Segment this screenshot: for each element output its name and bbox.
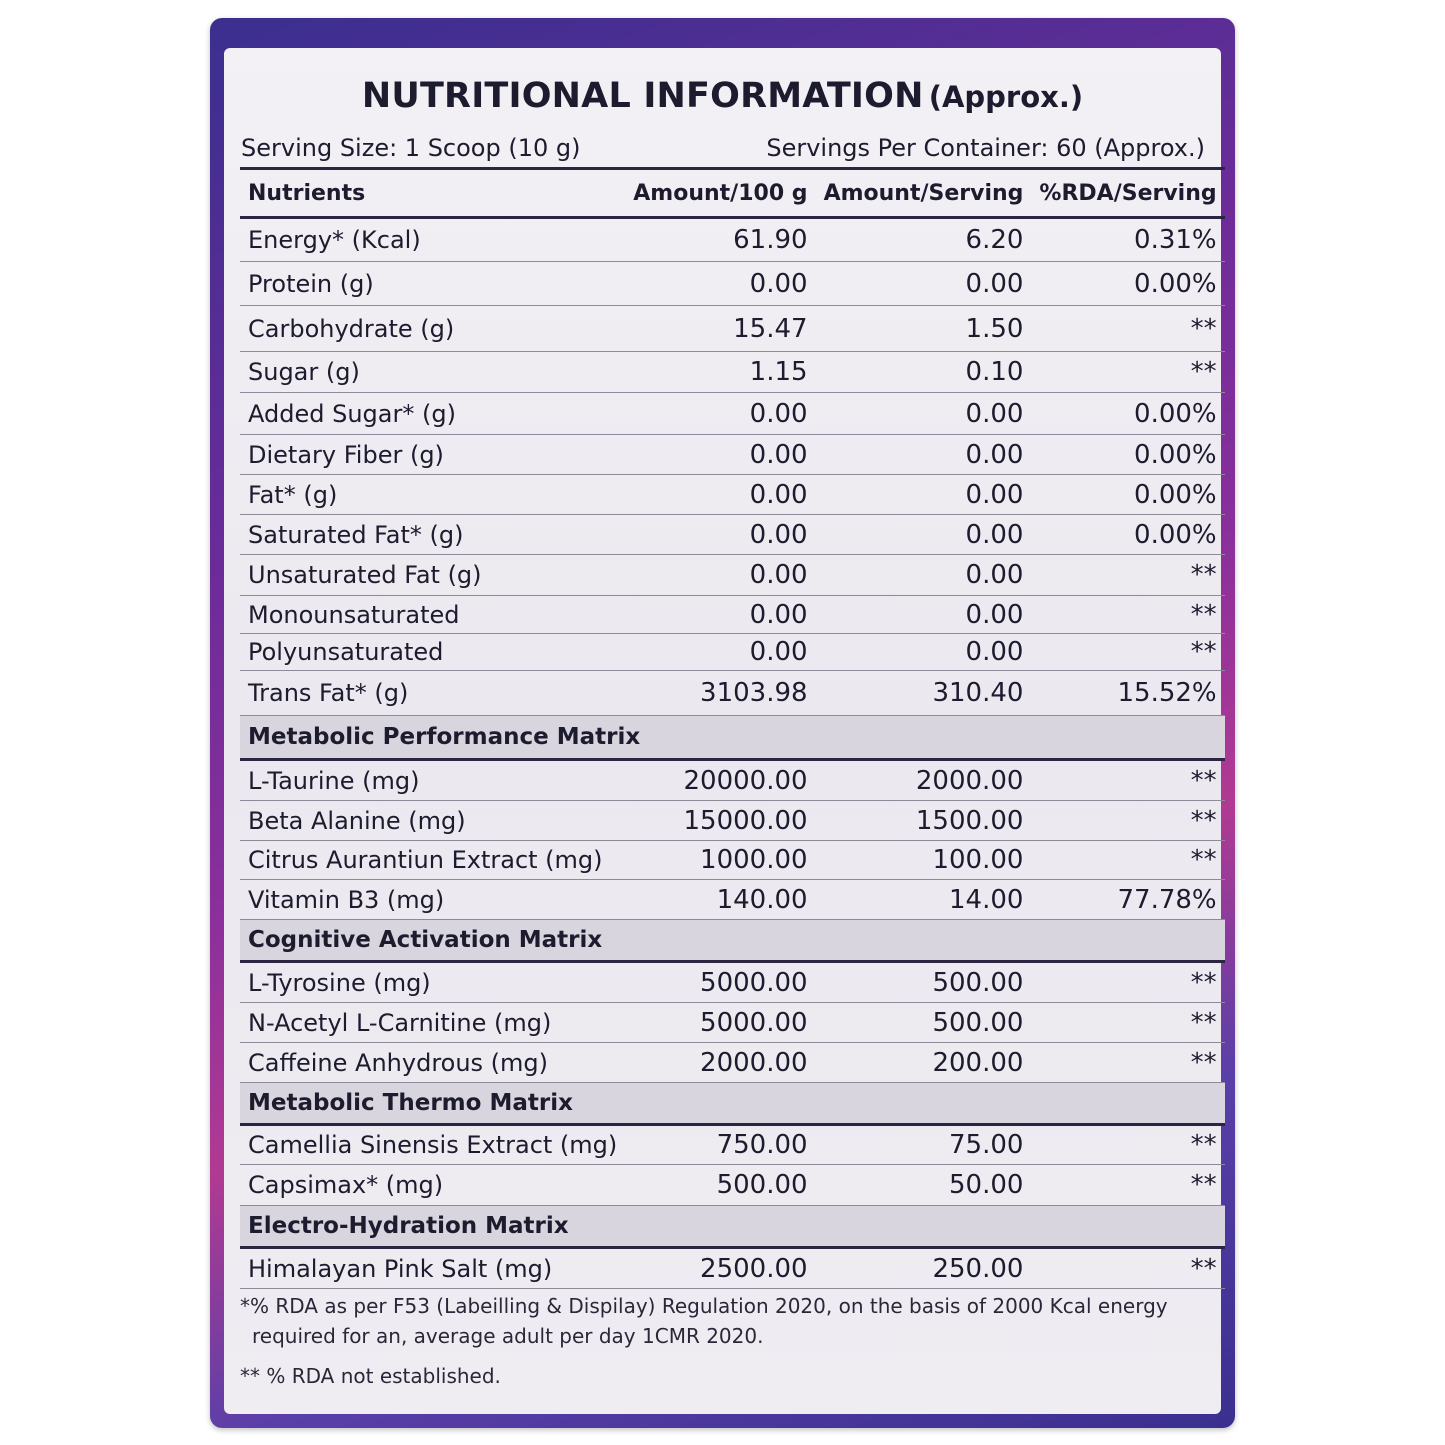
amount-per-100g: 20000.00: [625, 760, 815, 801]
amount-per-100g: 0.00: [625, 393, 815, 435]
table-row: [240, 352, 1225, 393]
nutrient-name: Trans Fat* (g): [240, 671, 625, 716]
rda-per-serving: 0.00%: [1031, 475, 1224, 515]
amount-per-serving: 1.50: [816, 306, 1032, 352]
table-row: [240, 218, 1225, 262]
amount-per-serving: 500.00: [816, 962, 1032, 1003]
amount-per-serving: 200.00: [816, 1043, 1032, 1083]
section-title: Cognitive Activation Matrix: [240, 920, 1225, 962]
table-row: [240, 555, 1225, 596]
amount-per-serving: 50.00: [816, 1165, 1032, 1206]
rda-per-serving: 0.00%: [1031, 435, 1224, 475]
amount-per-serving: 75.00: [816, 1125, 1032, 1165]
amount-per-serving: 14.00: [816, 880, 1032, 920]
amount-per-100g: 5000.00: [625, 962, 815, 1003]
nutrient-name: L-Tyrosine (mg): [240, 962, 625, 1003]
section-header: [240, 1206, 1225, 1248]
rda-per-serving: **: [1031, 841, 1224, 880]
table-row: [240, 962, 1225, 1003]
rda-per-serving: **: [1031, 596, 1224, 634]
label-frame: [210, 18, 1235, 1428]
rda-per-serving: 15.52%: [1031, 671, 1224, 716]
amount-per-100g: 5000.00: [625, 1003, 815, 1043]
footnote-rda-not-established: ** % RDA not established.: [240, 1364, 501, 1388]
section-title: Electro-Hydration Matrix: [240, 1206, 1225, 1248]
rda-per-serving: **: [1031, 962, 1224, 1003]
amount-per-100g: 750.00: [625, 1125, 815, 1165]
amount-per-100g: 15000.00: [625, 801, 815, 841]
rda-per-serving: 0.00%: [1031, 393, 1224, 435]
amount-per-100g: 0.00: [625, 515, 815, 555]
amount-per-100g: 61.90: [625, 218, 815, 262]
serving-info: [241, 134, 1205, 168]
amount-per-serving: 500.00: [816, 1003, 1032, 1043]
rda-per-serving: **: [1031, 1043, 1224, 1083]
rda-per-serving: **: [1031, 352, 1224, 393]
nutrient-name: Saturated Fat* (g): [240, 515, 625, 555]
footnote-rda-basis-cont: required for an, average adult per day 1CMR 2020.: [252, 1324, 764, 1348]
rda-per-serving: **: [1031, 801, 1224, 841]
amount-per-100g: 2000.00: [625, 1043, 815, 1083]
amount-per-serving: 6.20: [816, 218, 1032, 262]
col-header-rda: %RDA/Serving: [1031, 169, 1224, 218]
table-header-row: [240, 169, 1225, 218]
amount-per-serving: 310.40: [816, 671, 1032, 716]
amount-per-100g: 15.47: [625, 306, 815, 352]
table-row: [240, 880, 1225, 920]
nutrient-name: Energy* (Kcal): [240, 218, 625, 262]
amount-per-serving: 0.00: [816, 596, 1032, 634]
nutrient-name: Citrus Aurantiun Extract (mg): [240, 841, 625, 880]
amount-per-serving: 1500.00: [816, 801, 1032, 841]
rda-per-serving: **: [1031, 1003, 1224, 1043]
table-row: [240, 306, 1225, 352]
nutrient-name: Unsaturated Fat (g): [240, 555, 625, 596]
section-title: Metabolic Thermo Matrix: [240, 1083, 1225, 1125]
amount-per-100g: 0.00: [625, 435, 815, 475]
nutrient-name: N-Acetyl L-Carnitine (mg): [240, 1003, 625, 1043]
col-header-nutrients: Nutrients: [240, 169, 625, 218]
table-row: [240, 1165, 1225, 1206]
title-main: NUTRITIONAL INFORMATION: [361, 76, 924, 116]
table-row: [240, 671, 1225, 716]
amount-per-serving: 0.00: [816, 634, 1032, 671]
amount-per-serving: 0.00: [816, 262, 1032, 306]
nutrient-name: Himalayan Pink Salt (mg): [240, 1248, 625, 1289]
amount-per-serving: 0.00: [816, 393, 1032, 435]
nutrient-name: Monounsaturated: [240, 596, 625, 634]
serving-size: Serving Size: 1 Scoop (10 g): [241, 134, 581, 162]
table-row: [240, 262, 1225, 306]
table-row: [240, 760, 1225, 801]
table-row: [240, 841, 1225, 880]
amount-per-serving: 0.00: [816, 555, 1032, 596]
nutrient-name: Caffeine Anhydrous (mg): [240, 1043, 625, 1083]
amount-per-100g: 3103.98: [625, 671, 815, 716]
section-title: Metabolic Performance Matrix: [240, 716, 1225, 760]
amount-per-serving: 0.00: [816, 515, 1032, 555]
table-row: [240, 596, 1225, 634]
section-header: [240, 1083, 1225, 1125]
amount-per-100g: 0.00: [625, 555, 815, 596]
col-header-serving: Amount/Serving: [816, 169, 1032, 218]
table-row: [240, 1248, 1225, 1289]
nutrient-name: Added Sugar* (g): [240, 393, 625, 435]
table-row: [240, 475, 1225, 515]
label-panel: [224, 48, 1221, 1414]
amount-per-100g: 2500.00: [625, 1248, 815, 1289]
rda-per-serving: 0.31%: [1031, 218, 1224, 262]
nutrient-name: Dietary Fiber (g): [240, 435, 625, 475]
table-row: [240, 1125, 1225, 1165]
amount-per-serving: 2000.00: [816, 760, 1032, 801]
nutrient-name: Beta Alanine (mg): [240, 801, 625, 841]
table-row: [240, 1003, 1225, 1043]
amount-per-100g: 1000.00: [625, 841, 815, 880]
nutrient-name: Vitamin B3 (mg): [240, 880, 625, 920]
col-header-per100: Amount/100 g: [625, 169, 815, 218]
rda-per-serving: **: [1031, 555, 1224, 596]
nutrient-name: Protein (g): [240, 262, 625, 306]
table-row: [240, 435, 1225, 475]
amount-per-100g: 140.00: [625, 880, 815, 920]
table-row: [240, 634, 1225, 671]
rda-per-serving: **: [1031, 760, 1224, 801]
rda-per-serving: 0.00%: [1031, 262, 1224, 306]
rda-per-serving: 0.00%: [1031, 515, 1224, 555]
amount-per-100g: 0.00: [625, 475, 815, 515]
rda-per-serving: **: [1031, 1248, 1224, 1289]
nutrient-name: Sugar (g): [240, 352, 625, 393]
section-header: [240, 716, 1225, 760]
nutrient-name: Fat* (g): [240, 475, 625, 515]
amount-per-serving: 0.00: [816, 435, 1032, 475]
amount-per-100g: 0.00: [625, 262, 815, 306]
nutrient-name: L-Taurine (mg): [240, 760, 625, 801]
amount-per-serving: 0.00: [816, 475, 1032, 515]
amount-per-serving: 0.10: [816, 352, 1032, 393]
amount-per-100g: 0.00: [625, 596, 815, 634]
amount-per-serving: 250.00: [816, 1248, 1032, 1289]
nutrient-name: Carbohydrate (g): [240, 306, 625, 352]
servings-per-container: Servings Per Container: 60 (Approx.): [766, 134, 1205, 162]
table-row: [240, 1043, 1225, 1083]
nutrient-name: Polyunsaturated: [240, 634, 625, 671]
amount-per-100g: 1.15: [625, 352, 815, 393]
section-header: [240, 920, 1225, 962]
rda-per-serving: **: [1031, 1125, 1224, 1165]
nutrient-name: Camellia Sinensis Extract (mg): [240, 1125, 625, 1165]
amount-per-100g: 0.00: [625, 634, 815, 671]
table-row: [240, 393, 1225, 435]
rda-per-serving: **: [1031, 306, 1224, 352]
rda-per-serving: **: [1031, 1165, 1224, 1206]
table-body: [240, 218, 1225, 1289]
table-row: [240, 515, 1225, 555]
amount-per-100g: 500.00: [625, 1165, 815, 1206]
amount-per-serving: 100.00: [816, 841, 1032, 880]
nutrient-name: Capsimax* (mg): [240, 1165, 625, 1206]
table-row: [240, 801, 1225, 841]
footnote-rda-basis: *% RDA as per F53 (Labeilling & Dispilay) Regulation 2020, on the basis of 2000 Kcal energy: [240, 1294, 1168, 1318]
nutrition-table: [240, 167, 1225, 1289]
page-title: [224, 76, 1221, 116]
rda-per-serving: **: [1031, 634, 1224, 671]
title-suffix: (Approx.): [928, 80, 1084, 114]
rda-per-serving: 77.78%: [1031, 880, 1224, 920]
